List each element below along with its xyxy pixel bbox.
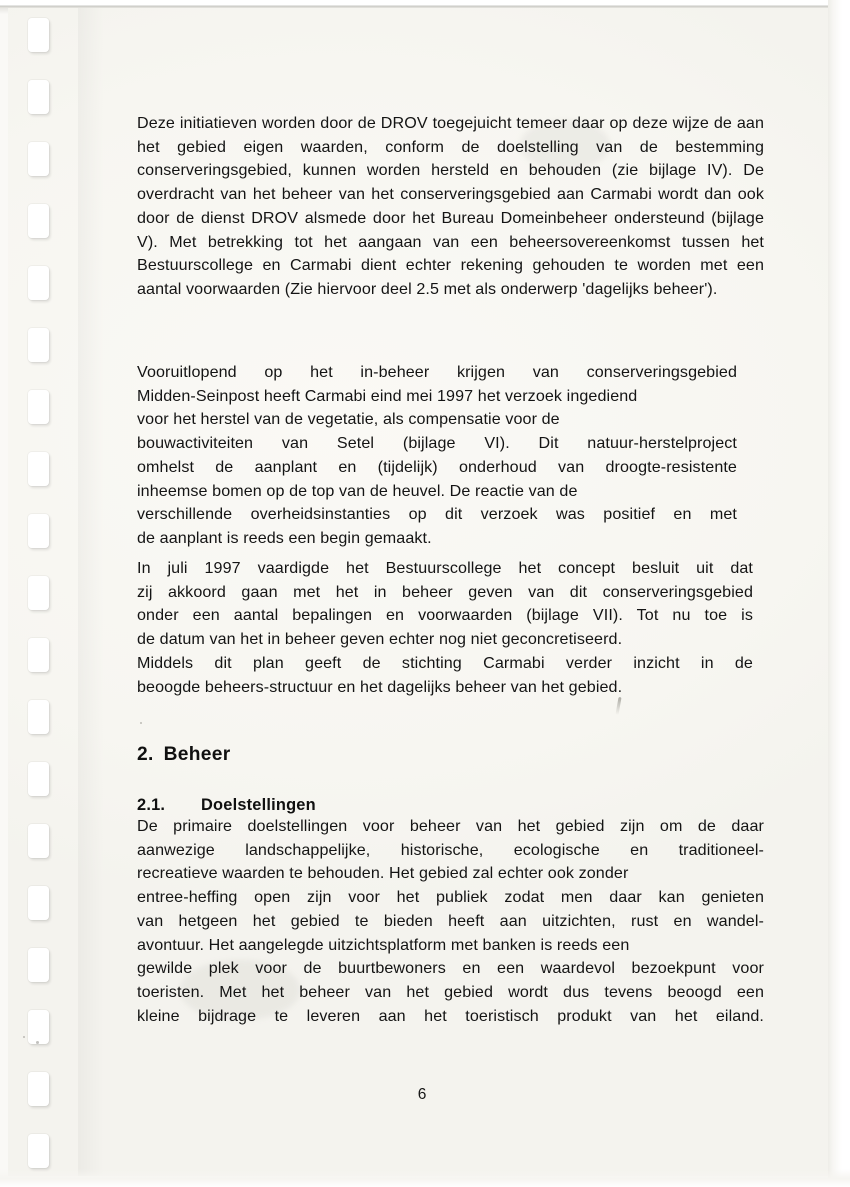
paragraph-2-line-6: inheemse bomen op de top van de heuvel. De reactie van de bbox=[137, 481, 578, 500]
paragraph-2-line-3: voor het herstel van de vegetatie, als compensatie voor de bbox=[137, 410, 560, 429]
paragraph-2-line-8: de aanplant is reeds een begin gemaakt. bbox=[137, 528, 432, 547]
paragraph-2 bbox=[137, 361, 737, 551]
paragraph-3-line-4: de datum van het in beheer geven echter nog niet geconcretiseerd. bbox=[137, 630, 623, 649]
paragraph-3-line-3: onder een aantal bepalingen en voorwaarden (bijlage VII). Tot nu toe is bbox=[137, 606, 753, 625]
paragraph-3-line-1: In juli 1997 vaardigde het Bestuurscollege het concept besluit uit dat bbox=[137, 559, 753, 577]
heading-section-2 bbox=[137, 744, 230, 766]
heading-section-2-1-number: 2.1. bbox=[137, 796, 166, 814]
paragraph-2-line-7: verschillende overheidsinstanties op dit verzoek was positief en met bbox=[137, 505, 737, 524]
page-number: 6 bbox=[417, 1086, 427, 1103]
paragraph-4-line-3: recreatieve waarden te behouden. Het gebied zal echter ook zonder bbox=[137, 864, 629, 883]
paragraph-1: Deze initiatieven worden door de DROV toegejuicht temeer daar op deze wijze de aan het gebied eigen waarden, conform de doelstelling van de bestemming conserveringsgebied, kunnen worden hersteld en behouden (zie bijlage IV). De overdracht van het beheer van het conserveringsgebied aan Carmabi wordt dan ook door de dienst DROV alsmede door het Bureau Domeinbeheer ondersteund (bijlage V). Met betrekking tot het aangaan van een beheersovereenkomst tussen het Bestuurscollege en Carmabi dient echter rekening gehouden te worden met een aantal voorwaarden (Zie hiervoor deel 2.5 met als onderwerp 'dagelijks beheer'). bbox=[137, 114, 764, 298]
paragraph-4-line-8: toeristen. Met het beheer van het gebied wordt dus tevens beoogd een bbox=[137, 982, 764, 1001]
paragraph-2-line-1: Vooruitlopend op het in-beheer krijgen van conserveringsgebied bbox=[137, 363, 737, 381]
paragraph-4-line-7: gewilde plek voor de buurtbewoners en een waardevol bezoekpunt voor bbox=[137, 959, 764, 978]
paragraph-3 bbox=[137, 557, 753, 699]
heading-section-2-title: Beheer bbox=[163, 744, 231, 765]
heading-section-2-1-title: Doelstellingen bbox=[201, 796, 316, 814]
paragraph-3-line-5: Middels dit plan geeft de stichting Carmabi verder inzicht in de bbox=[137, 653, 753, 672]
paragraph-4-line-9: kleine bijdrage te leveren aan het toeristisch produkt van het eiland. bbox=[137, 1006, 764, 1025]
heading-section-2-1 bbox=[137, 796, 316, 815]
paragraph-2-line-4: bouwactiviteiten van Setel (bijlage VI). Dit natuur-herstelproject bbox=[137, 434, 737, 453]
paragraph-3-line-2: zij akkoord gaan met het in beheer geven van dit conserveringsgebied bbox=[137, 582, 753, 601]
paragraph-4 bbox=[137, 815, 764, 1028]
paragraph-4-line-4: entree-heffing open zijn voor het publiek zodat men daar kan genieten bbox=[137, 888, 764, 907]
paragraph-4-line-5: van hetgeen het gebied te bieden heeft aan uitzichten, rust en wandel- bbox=[137, 911, 764, 930]
paragraph-4-line-1: De primaire doelstellingen voor beheer van het gebied zijn om de daar bbox=[137, 817, 764, 835]
paragraph-4-line-6: avontuur. Het aangelegde uitzichtsplatform met banken is reeds een bbox=[137, 935, 630, 954]
paragraph-2-line-5: omhelst de aanplant en (tijdelijk) onderhoud van droogte-resistente bbox=[137, 457, 737, 476]
paragraph-4-line-2: aanwezige landschappelijke, historische, ecologische en traditioneel- bbox=[137, 840, 764, 859]
paragraph-2-line-2: Midden-Seinpost heeft Carmabi eind mei 1997 het verzoek ingediend bbox=[137, 386, 638, 405]
paragraph-3-line-6: beoogde beheers-structuur en het dagelijks beheer van het gebied. bbox=[137, 677, 623, 696]
heading-section-2-number: 2. bbox=[137, 744, 154, 765]
